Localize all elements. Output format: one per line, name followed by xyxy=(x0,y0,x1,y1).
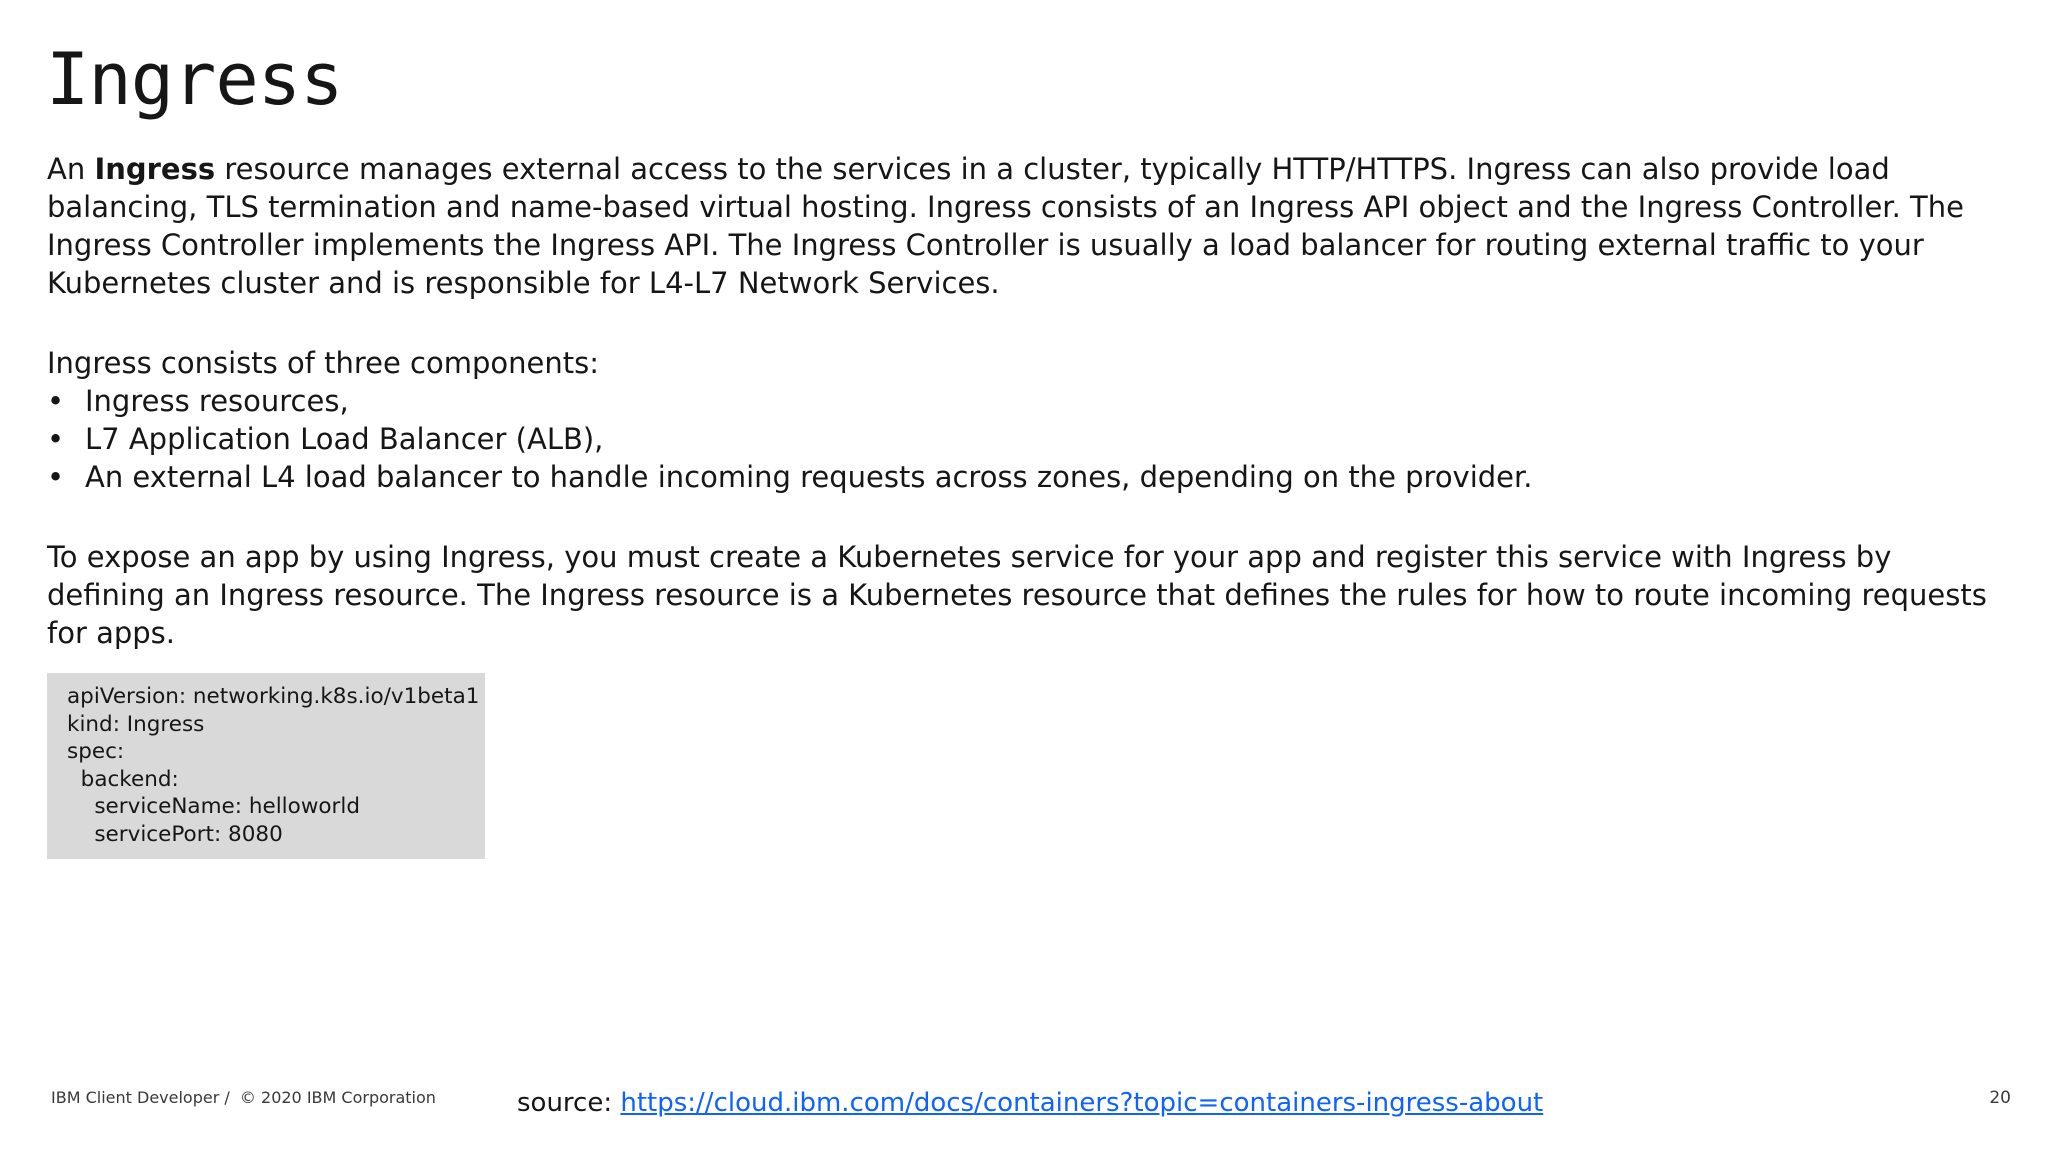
footer-copyright: IBM Client Developer / © 2020 IBM Corporation xyxy=(51,1088,436,1107)
bullet-icon: • xyxy=(47,460,65,494)
list-item-text: Ingress resources, xyxy=(85,384,349,418)
paragraph-spacer xyxy=(47,496,2007,538)
code-line: spec: xyxy=(67,739,125,764)
code-line: backend: xyxy=(67,766,179,792)
intro-paragraph xyxy=(47,150,2007,302)
source-link[interactable]: https://cloud.ibm.com/docs/containers?topic=containers-ingress-about xyxy=(620,1088,1544,1118)
code-snippet xyxy=(47,673,485,859)
intro-rest: resource manages external access to the services in a cluster, typically HTTP/HTTPS. Ingress can also provide load balancing, TLS termination and name-based virtual hosting. Ingress consists of an Ingress API object and the Ingress Controller. The Ingress Controller implements the Ingress API. The Ingress Controller is usually a load balancer for routing external traffic to your Kubernetes cluster and is responsible for L4-L7 Network Services. xyxy=(47,152,1964,300)
code-line: servicePort: 8080 xyxy=(67,821,283,847)
bullet-icon: • xyxy=(47,422,65,456)
intro-lead: An xyxy=(47,152,95,186)
components-list xyxy=(47,382,2007,496)
slide-title: Ingress xyxy=(46,37,343,121)
list-item-text: An external L4 load balancer to handle incoming requests across zones, depending on the provider. xyxy=(85,460,1533,494)
list-item xyxy=(47,382,2007,420)
list-item xyxy=(47,420,2007,458)
list-item xyxy=(47,458,2007,496)
slide-body xyxy=(47,150,2007,652)
intro-bold-term: Ingress xyxy=(94,152,216,186)
code-line: serviceName: helloworld xyxy=(67,794,361,819)
source-label: source: xyxy=(517,1088,621,1118)
source-citation xyxy=(517,1086,1543,1120)
list-item-text: L7 Application Load Balancer (ALB), xyxy=(85,422,604,456)
components-heading: Ingress consists of three components: xyxy=(47,346,599,380)
page-number: 20 xyxy=(1989,1088,2011,1108)
code-line: apiVersion: networking.k8s.io/v1beta1 xyxy=(67,684,480,709)
bullet-icon: • xyxy=(47,384,65,418)
paragraph-spacer xyxy=(47,302,2007,344)
code-line: kind: Ingress xyxy=(67,711,205,737)
expose-paragraph: To expose an app by using Ingress, you must create a Kubernetes service for your app and register this service with Ingress by defining an Ingress resource. The Ingress resource is a Kubernetes resource that defines the rules for how to route incoming requests for apps. xyxy=(47,540,1987,650)
